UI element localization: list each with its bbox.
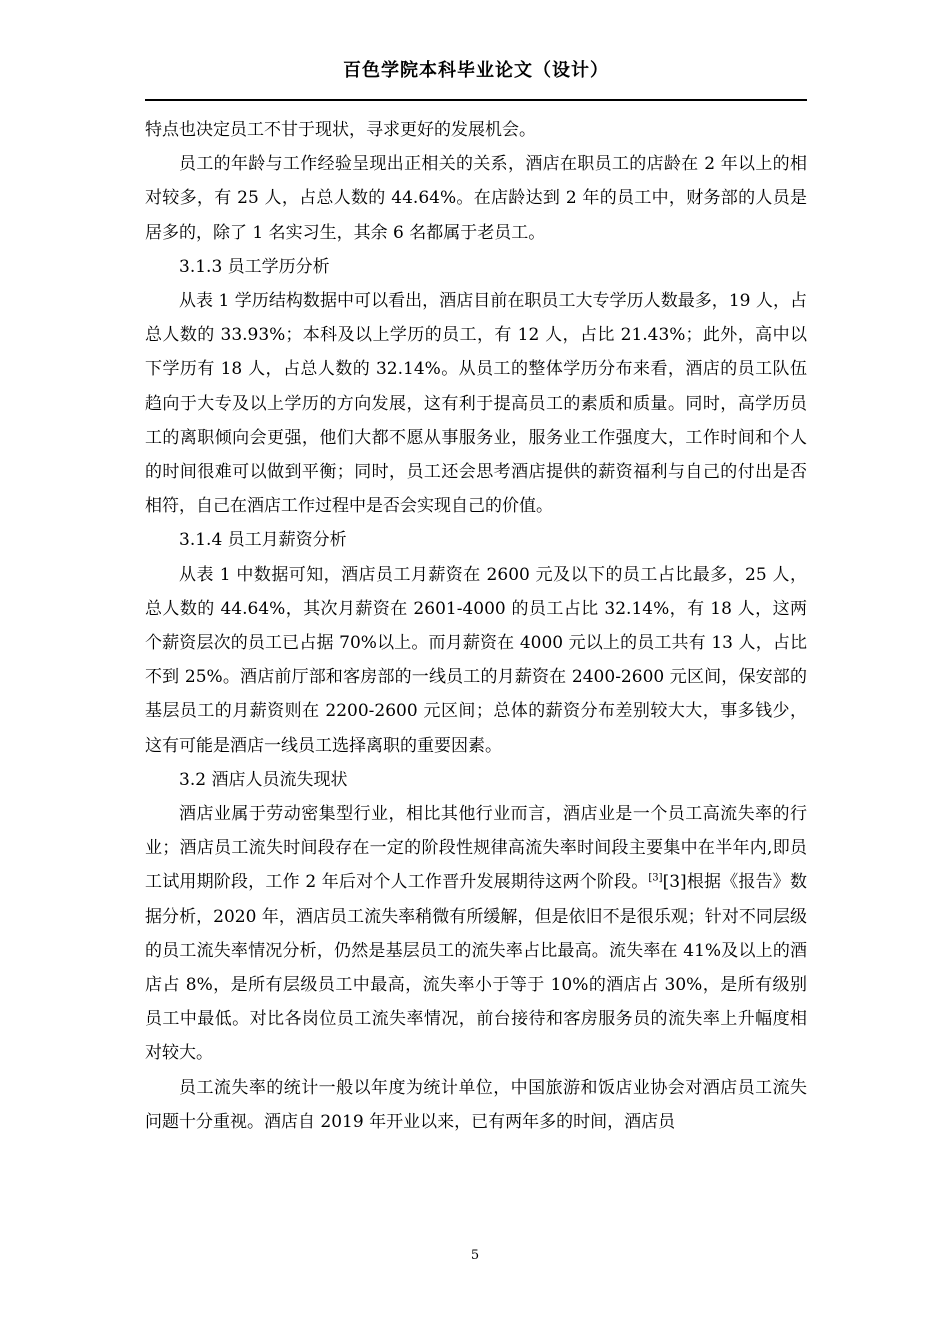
- paragraph: 从表 1 中数据可知，酒店员工月薪资在 2600 元及以下的员工占比最多，25 人，总人数的 44.64%，其次月薪资在 2601-4000 的员工占比 32.14%，有 18 人，这两个薪资层次的员工已占据 70%以上。而月薪资在 4000 元以上的员工共有 13 人，占比不到 25%。酒店前厅部和客房部的一线员工的月薪资在 2400-2600 元区间，保安部的基层员工的月薪资则在 2200-2600 元区间；总体的薪资分布差别较大大，事多钱少，这有可能是酒店一线员工选择离职的重要因素。: [145, 564, 807, 756]
- paragraph-text: 酒店业属于劳动密集型行业，相比其他行业而言，酒店业是一个员工高流失率的行业；酒店员工流失时间段存在一定的阶段性规律高流失率时间段主要集中在半年内,即员工试用期阶段，工作 2 年后对个人工作晋升发展期待这两个阶段。: [145, 804, 807, 893]
- paragraph: 员工流失率的统计一般以年度为统计单位，中国旅游和饭店业协会对酒店员工流失问题十分重视。酒店自 2019 年开业以来，已有两年多的时间，酒店员: [145, 1077, 807, 1132]
- header-rule: [145, 99, 807, 101]
- section-heading: 3.1.3 员工学历分析: [179, 256, 330, 277]
- section-heading: 3.1.4 员工月薪资分析: [179, 530, 347, 551]
- page-header-title: 百色学院本科毕业论文（设计）: [343, 60, 609, 81]
- paragraph: 特点也决定员工不甘于现状，寻求更好的发展机会。: [145, 120, 536, 140]
- page-number: 5: [470, 1248, 480, 1263]
- paragraph-text: [3]根据《报告》数据分析，2020 年，酒店员工流失率稍微有所缓解，但是依旧不是很乐观；针对不同层级的员工流失率情况分析，仍然是基层员工的流失率占比最高。流失率在 41%及以上的酒店占 8%，是所有层级员工中最高，流失率小于等于 10%的酒店占 30%，是所有级别员工中最低。对比各岗位员工流失率情况，前台接待和客房服务员的流失率上升幅度相对较大。: [145, 872, 807, 1064]
- citation-superscript: [3]: [648, 872, 663, 884]
- paragraph: 员工的年龄与工作经验呈现出正相关的关系，酒店在职员工的店龄在 2 年以上的相对较多，有 25 人，占总人数的 44.64%。在店龄达到 2 年的员工中，财务部的人员是居多的，除了 1 名实习生，其余 6 名都属于老员工。: [145, 154, 807, 243]
- paragraph: [145, 797, 807, 1071]
- paragraph: 从表 1 学历结构数据中可以看出，酒店目前在职员工大专学历人数最多，19 人，占总人数的 33.93%；本科及以上学历的员工，有 12 人，占比 21.43%；此外，高中以下学历有 18 人，占总人数的 32.14%。从员工的整体学历分布来看，酒店的员工队伍趋向于大专及以上学历的方向发展，这有利于提高员工的素质和质量。同时，高学历员工的离职倾向会更强，他们大都不愿从事服务业，服务业工作强度大，工作时间和个人的时间很难可以做到平衡；同时，员工还会思考酒店提供的薪资福利与自己的付出是否相符，自己在酒店工作过程中是否会实现自己的价值。: [145, 291, 807, 517]
- body-text: [145, 113, 807, 1139]
- section-heading: 3.2 酒店人员流失现状: [179, 769, 348, 790]
